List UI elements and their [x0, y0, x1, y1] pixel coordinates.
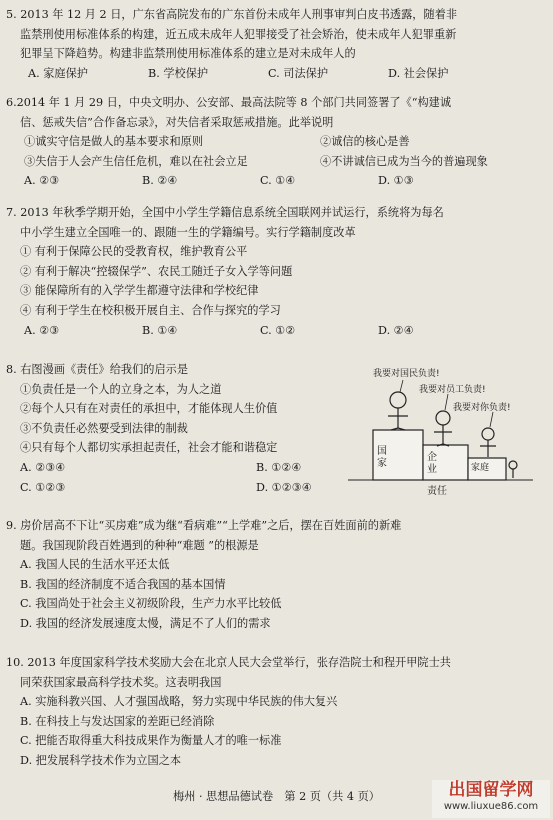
- cartoon-caption: 责任: [427, 486, 447, 497]
- question-10: [6, 653, 546, 771]
- site-watermark-logo: [432, 780, 550, 818]
- q8-statement: ②每个人只有在对责任的承担中，才能体现人生价值: [20, 402, 278, 416]
- option-b: B. 学校保护: [148, 66, 209, 80]
- q9-option-c: C. 我国尚处于社会主义初级阶段，生产力水平比较低: [20, 597, 282, 611]
- q5-line: 监禁刑使用标准体系的构建，近五成未成年人犯罪接受了社会矫治，使未成年人犯罪重新: [20, 27, 457, 41]
- q7-options: [6, 321, 546, 341]
- q10-option-a: A. 实施科教兴国、人才强国战略，努力实现中华民族的伟大复兴: [20, 695, 338, 709]
- question-7: [6, 203, 546, 340]
- option-b: B. ①②④: [256, 460, 302, 474]
- statement-3: ③失信于人会产生信任危机，难以在社会立足: [24, 154, 248, 168]
- option-a: A. ②③: [24, 323, 60, 337]
- q8-options: [6, 458, 346, 478]
- q5-line: 犯罪呈下降趋势。构建非监禁刑使用标准体系的建立是对未成年人的: [20, 47, 356, 61]
- q6-line: 6.2014 年 1 月 29 日，中央文明办、公安部、最高法院等 8 个部门共同签署了《“构建诚: [6, 96, 452, 109]
- q8-options: [6, 478, 346, 498]
- watermark-name: 出国留学网: [448, 780, 534, 800]
- statement-4: ④不讲诚信已成为当今的普遍现象: [320, 154, 488, 168]
- option-c: C. ①④: [260, 174, 296, 188]
- q7-statement: ② 有利于解决“控辍保学”、农民工随迁子女入学等问题: [20, 264, 293, 278]
- q7-statement: ③ 能保障所有的入学学生都遵守法律和学校纪律: [20, 284, 259, 298]
- option-b: B. ②④: [142, 174, 178, 188]
- q9-line: 题。我国现阶段百姓遇到的种种“难题 ”的根源是: [20, 538, 259, 552]
- statement-1: ①诚实守信是做人的基本要求和原则: [24, 135, 204, 149]
- question-6: [6, 93, 546, 191]
- option-d: D. ①②③④: [256, 480, 312, 494]
- block-label-country: 国家: [377, 446, 387, 469]
- q10-option-b: B. 在科技上与发达国家的差距已经消除: [20, 714, 215, 728]
- q7-line: 7. 2013 年秋季学期开始，全国中小学生学籍信息系统全国联网并试运行，系统将为每名: [6, 206, 444, 219]
- option-a: A. ②③④: [20, 460, 66, 474]
- q8-stem: 8. 右图漫画《责任》给我们的启示是: [6, 363, 189, 376]
- option-b: B. ①④: [142, 323, 178, 337]
- q9-line: 9. 房价居高不下让“买房难”成为继“看病难”“上学难”之后，摆在百姓面前的新难: [6, 519, 402, 532]
- bubble-text-2: 我要对员工负责!: [419, 385, 486, 395]
- q5-line: 5. 2013 年 12 月 2 日，广东省高院发布的广东首份未成年人刑事审判白皮书透露，随着非: [6, 8, 458, 21]
- q8-statement: ④只有每个人都切实承担起责任，社会才能和谐稳定: [20, 441, 278, 455]
- q6-statements-row: [6, 152, 546, 172]
- q7-statement: ④ 有利于学生在校积极开展自主、合作与探究的学习: [20, 303, 281, 317]
- option-c: C. ①②: [260, 323, 296, 337]
- option-d: D. 社会保护: [388, 66, 449, 80]
- bubble-text-1: 我要对国民负责!: [373, 369, 440, 379]
- question-9: [6, 516, 546, 634]
- q9-option-a: A. 我国人民的生活水平还太低: [20, 558, 170, 572]
- question-8: [6, 360, 346, 497]
- q10-option-c: C. 把能否取得重大科技成果作为衡量人才的唯一标准: [20, 734, 282, 748]
- q7-statement: ① 有利于保障公民的受教育权，维护教育公平: [20, 245, 248, 259]
- responsibility-cartoon: [343, 360, 543, 495]
- question-5: [6, 5, 546, 83]
- watermark-url: www.liuxue86.com: [443, 801, 539, 812]
- q7-line: 中小学生建立全国唯一的、跟随一生的学籍编号。实行学籍制度改革: [20, 225, 356, 239]
- option-a: A. ②③: [24, 174, 60, 188]
- q8-statement: ①负责任是一个人的立身之本，为人之道: [20, 382, 222, 396]
- option-d: D. ②④: [378, 323, 414, 337]
- q8-statement: ③不负责任必然要受到法律的制裁: [20, 421, 188, 435]
- cartoon-illustration: [343, 360, 543, 495]
- option-a: A. 家庭保护: [28, 66, 88, 80]
- q10-line: 10. 2013 年度国家科学技术奖励大会在北京人民大会堂举行，张存浩院士和程开甲院士共: [6, 656, 451, 669]
- block-label-family: 家庭: [471, 463, 490, 473]
- option-d: D. ①③: [378, 174, 414, 188]
- q6-statements-row: [6, 132, 546, 152]
- q10-line: 同荣获国家最高科学技术奖。这表明我国: [20, 675, 222, 689]
- statement-2: ②诚信的核心是善: [320, 135, 410, 149]
- page-footer: 梅州 · 思想品德试卷 第 2 页（共 4 页）: [173, 790, 380, 803]
- option-c: C. 司法保护: [268, 66, 329, 80]
- q9-option-b: B. 我国的经济制度不适合我国的基本国情: [20, 577, 226, 591]
- q6-options: [6, 171, 546, 191]
- q10-option-d: D. 把发展科学技术作为立国之本: [20, 753, 182, 767]
- bubble-text-3: 我要对你负责!: [453, 403, 511, 413]
- q5-options: [6, 64, 546, 84]
- q9-option-d: D. 我国的经济发展速度太慢，满足不了人们的需求: [20, 616, 271, 630]
- q6-line: 信、惩戒失信”合作备忘录》，对失信者采取惩戒措施。此举说明: [20, 115, 334, 129]
- block-label-enterprise: 企业: [427, 452, 437, 475]
- option-c: C. ①②③: [20, 480, 66, 494]
